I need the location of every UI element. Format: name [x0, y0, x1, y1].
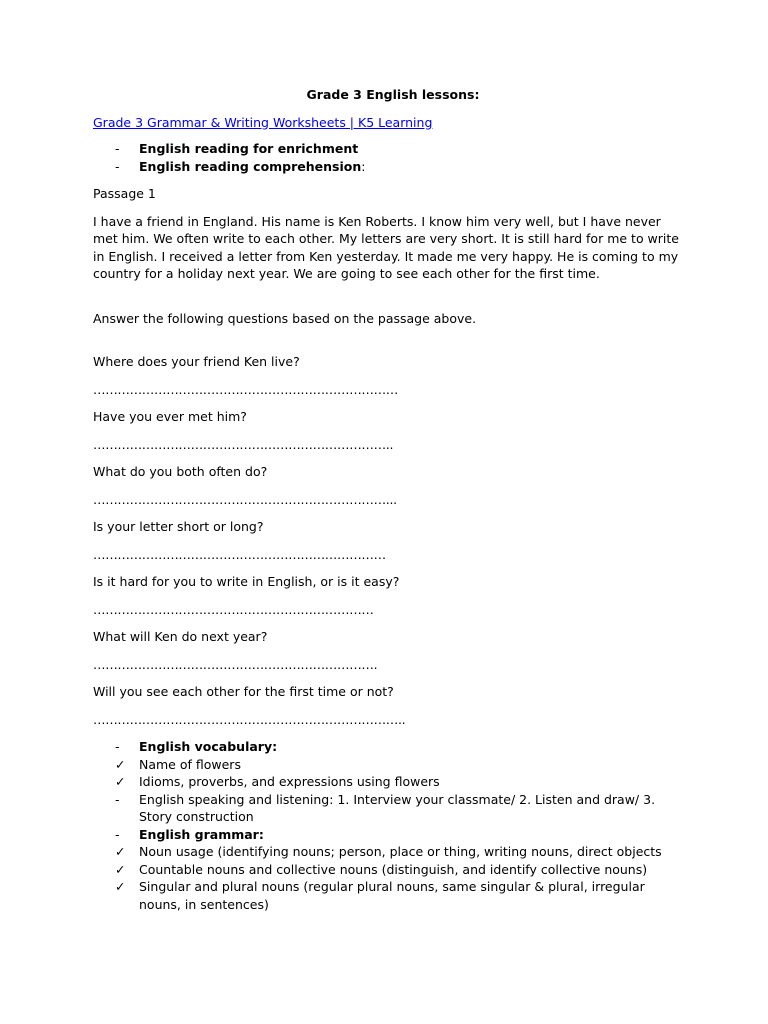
list-item [93, 826, 683, 844]
checkmark-icon: ✓ [115, 756, 126, 772]
answer-line[interactable]: ………………………………………………………………….. [93, 711, 406, 727]
list-item-text: English speaking and listening: 1. Interview your classmate/ 2. Listen and draw/ 3. Story construction [139, 791, 656, 824]
checkmark-icon: ✓ [115, 861, 126, 877]
checkmark-icon: ✓ [115, 879, 126, 894]
answer-line[interactable]: ……………………………………………………………. [93, 656, 378, 672]
list-item-text: Idioms, proverbs, and expressions using flowers [139, 774, 440, 789]
list-item-text: English vocabulary: [139, 739, 278, 754]
passage-label: Passage 1 [93, 186, 156, 201]
question-text: Is your letter short or long? [93, 519, 264, 534]
list-item [93, 878, 683, 913]
list-item [93, 158, 683, 176]
top-list [93, 140, 683, 175]
list-item-text: Name of flowers [139, 756, 241, 772]
question-text: What will Ken do next year? [93, 629, 268, 644]
list-item [93, 791, 683, 826]
list-item-suffix: : [361, 158, 366, 174]
list-item [93, 756, 683, 774]
question-text: Will you see each other for the first time or not? [93, 684, 394, 699]
question-text: Is it hard for you to write in English, or is it easy? [93, 574, 400, 589]
list-item [93, 140, 683, 158]
question-text: What do you both often do? [93, 464, 268, 479]
passage-text: I have a friend in England. His name is Ken Roberts. I know him very well, but I have never met him. We often write to each other. My letters are very short. It is still hard for me to write in English. I received a letter from Ken yesterday. It made me very happy. He is coming to my country for a holiday next year. We are going to see each other for the first time. [93, 213, 679, 281]
list-item-text: Singular and plural nouns (regular plural nouns, same singular & plural, irregular nouns, in sentences) [139, 879, 645, 912]
list-item [93, 861, 683, 879]
instructions: Answer the following questions based on the passage above. [93, 310, 477, 326]
question-list [93, 353, 683, 728]
page-title: Grade 3 English lessons: [306, 87, 480, 102]
list-item-text: English grammar: [139, 826, 264, 842]
list-item-text: Countable nouns and collective nouns (distinguish, and identify collective nouns) [139, 861, 648, 877]
list-item-text: English reading comprehension [139, 158, 362, 174]
answer-line[interactable]: ……………………………………………………………… [93, 546, 386, 562]
dash-bullet: - [115, 826, 120, 842]
answer-line[interactable]: …………………………………………………………… [93, 601, 374, 617]
list-item [93, 738, 683, 756]
question-text: Have you ever met him? [93, 409, 247, 424]
dash-bullet: - [115, 791, 120, 807]
dash-bullet: - [115, 141, 120, 156]
document-page [93, 86, 683, 913]
list-item-text: English reading for enrichment [139, 141, 359, 156]
list-item-text: Noun usage (identifying nouns; person, place or thing, writing nouns, direct objects [139, 844, 662, 859]
dash-bullet: - [115, 739, 120, 754]
list-item [93, 773, 683, 791]
answer-line[interactable]: ………………………………………………………………... [93, 491, 397, 507]
answer-line[interactable]: ………………………………………………………………… [93, 381, 399, 397]
checkmark-icon: ✓ [115, 774, 126, 789]
dash-bullet: - [115, 158, 120, 174]
bottom-list [93, 738, 683, 913]
list-item [93, 843, 683, 861]
question-text: Where does your friend Ken live? [93, 354, 300, 369]
k5-learning-link[interactable]: Grade 3 Grammar & Writing Worksheets | K5 Learning [93, 114, 433, 130]
answer-line[interactable]: ……………………………………………………………….. [93, 436, 394, 452]
checkmark-icon: ✓ [115, 844, 126, 859]
